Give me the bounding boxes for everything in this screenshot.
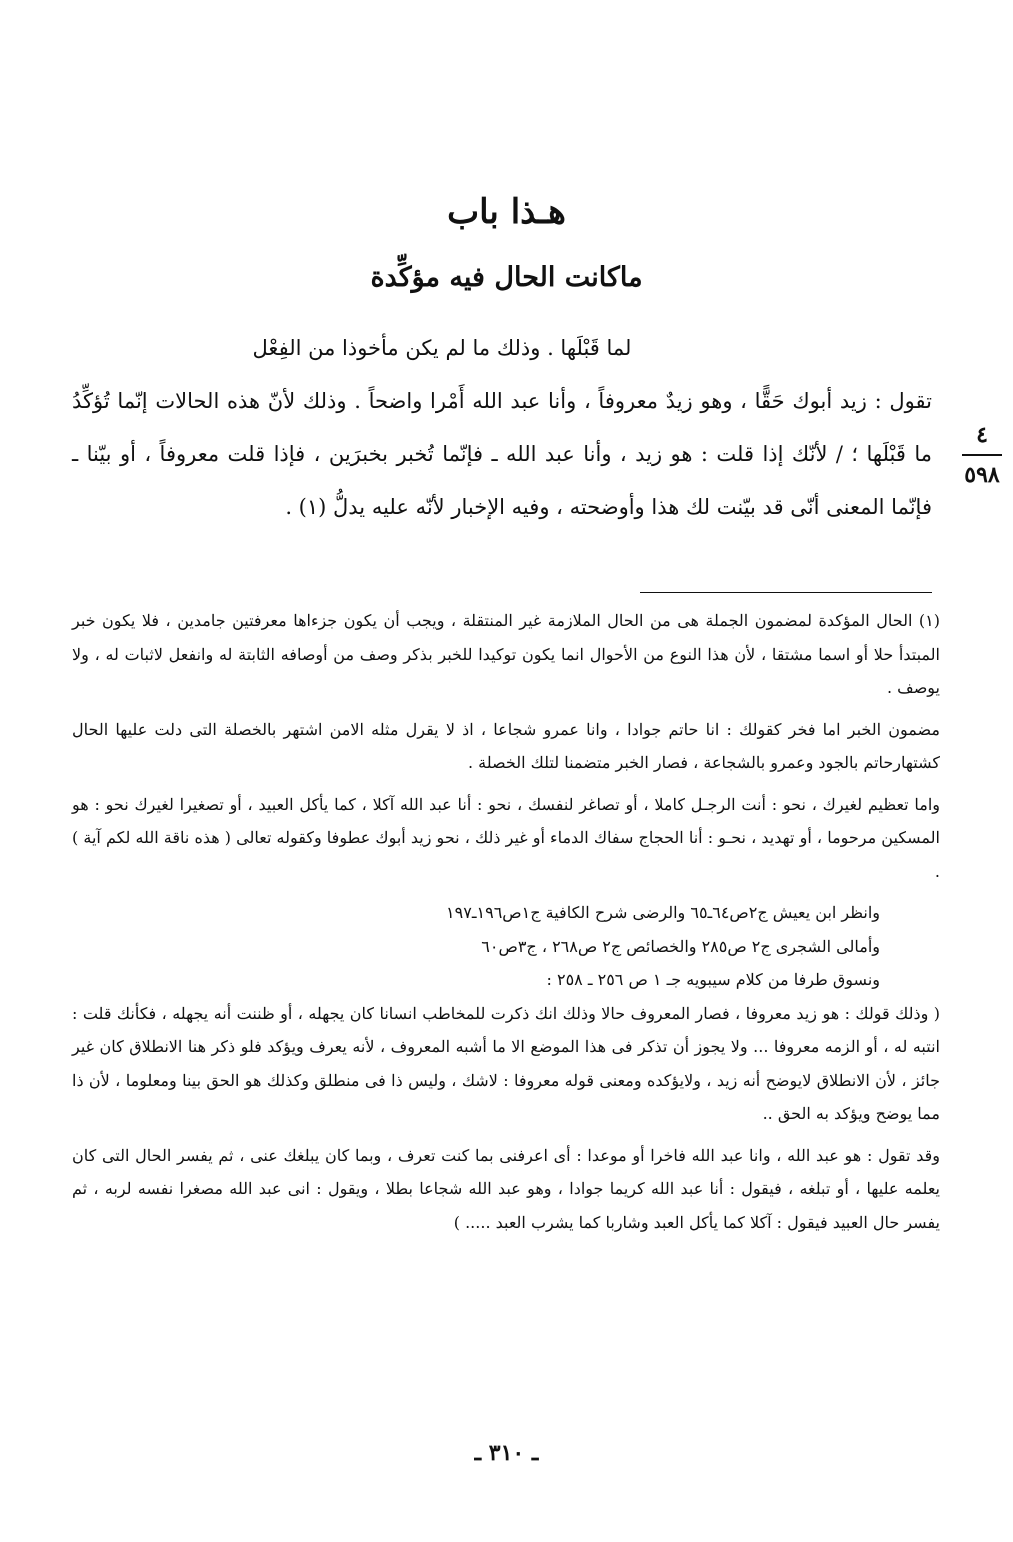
margin-page-number: ٥٩٨ [964,462,1000,488]
margin-volume-number: ٤ [976,422,988,448]
footnote-reference: ونسوق طرفا من كلام سيبويه جـ ١ ص ٢٥٦ ـ ٢٥٨ : [546,970,880,989]
footnote-paragraph: مضمون الخبر اما فخر كقولك : انا حاتم جوادا ، وانا عمرو شجاعا ، اذ لا يقرل مثله الامن اشتهر بالخصلة التى دلت عليها الحال كشتهارحاتم بالجود وعمرو بالشجاعة ، فصار الخبر متضمنا لتلك الخصلة . [72,719,940,772]
page-number: ـ ٣١٠ ـ [474,1440,539,1466]
footnotes [72,604,940,1247]
footnote-separator [640,592,932,593]
footnote-paragraph: (١) الحال المؤكدة لمضمون الجملة هى من الحال الملازمة غير المنتقلة ، ويجب أن يكون جزءاها معرفتين جامدين ، فلا يكون خبر المبتدأ حلا أو اسما مشتقا ، لأن هذا النوع من الأحوال انما يكون توكيدا للخبر بذكر وصف من أوصافه الثابتة له وانفعل لاثبات له ، ولا يوصف . [72,611,941,697]
footnote-reference: وأمالى الشجرى ج٢ ص٢٨٥ والخصائص ج٢ ص٢٦٨ ، ج٣ص٦٠ [481,936,880,956]
footnote-quote: ( وذلك قولك : هو زيد معروفا ، فصار المعروف حالا وذلك انك ذكرت للمخاطب انسانا كان يجهله ، أو ظننت أنه يجهله ، فكأنك قلت : انتبه له ، أو الزمه معروفا ... ولا يجوز أن تذكر فى هذا الموضع الا ما أشبه المعروف ، لأنه يعرف ويؤكد فلو ذكر هنا الانطلاق كان غير جائز ، لأن الانطلاق لايوضح أنه زيد ، ولايؤكده ومعنى قوله معروفا : لاشك ، وليس ذا فى منطلق وكذلك هو الحق بينا ومعلوما ، لأن ذا مما يوضح ويؤكد به الحق .. [72,1003,940,1123]
footnote-quote: وقد تقول : هو عبد الله ، وانا عبد الله فاخرا أو موعدا : أى اعرفنى بما كنت تعرف ، وبما كان يبلغك عنى ، ثم يفسر الحال التى كان يعلمه عليها ، أو تبلغه ، فيقول : أنا عبد الله كريما جوادا ، وهو عبد الله شجاعا بطلا ، ويقول : انى عبد الله مصغرا نفسه لربه ، ثم يفسر حال العبيد فيقول : آكلا كما يأكل العبد وشاربا كما يشرب العبد ..... ) [72,1145,940,1232]
margin-rule [962,454,1002,456]
main-paragraph-continuation: لما قَبْلَها . وذلك ما لم يكن مأخوذا من الفِعْل [252,336,632,360]
footnote-reference: وانظر ابن يعيش ج٢ص٦٤ـ٦٥ والرضى شرح الكافية ج١ص١٩٦ـ١٩٧ [446,903,880,922]
chapter-subtitle: ماكانت الحال فيه مؤكِّدة [370,262,643,293]
footnote-paragraph: واما تعظيم لغيرك ، نحو : أنت الرجـل كاملا ، أو تصاغر لنفسك ، نحو : أنا عبد الله آكلا ، كما يأكل العبيد ، أو تصغيرا لغيرك نحو : هو المسكين مرحوما ، أو تهديد ، نحـو : أنا الحجاج سفاك الدماء أو غير ذلك ، نحو زيد أبوك عطوفا وكقوله تعالى ( هذه ناقة الله لكم آية ) . [72,794,941,881]
margin-page-reference [958,422,1006,488]
chapter-title: هـذا باب [447,192,566,232]
main-paragraph: تقول : زيد أبوك حَقًّا ، وهو زيدٌ معروفاً ، وأنا عبد الله أَمْرا واضحاً . وذلك لأنّ هذه الحالات إنّما تُؤكِّدُ ما قَبْلَها ؛ / لأنّك إذا قلت : هو زيد ، وأنا عبد الله ـ فإنّما تُخبر بخبرَين ، فإذا قلت معروفاً ، أو بيّنا ـ فإنّما المعنى أنّى قد بيّنت لك هذا وأوضحته ، وفيه الإخبار لأنّه عليه يدلُّ (١) . [72,389,932,519]
main-text [72,322,932,534]
